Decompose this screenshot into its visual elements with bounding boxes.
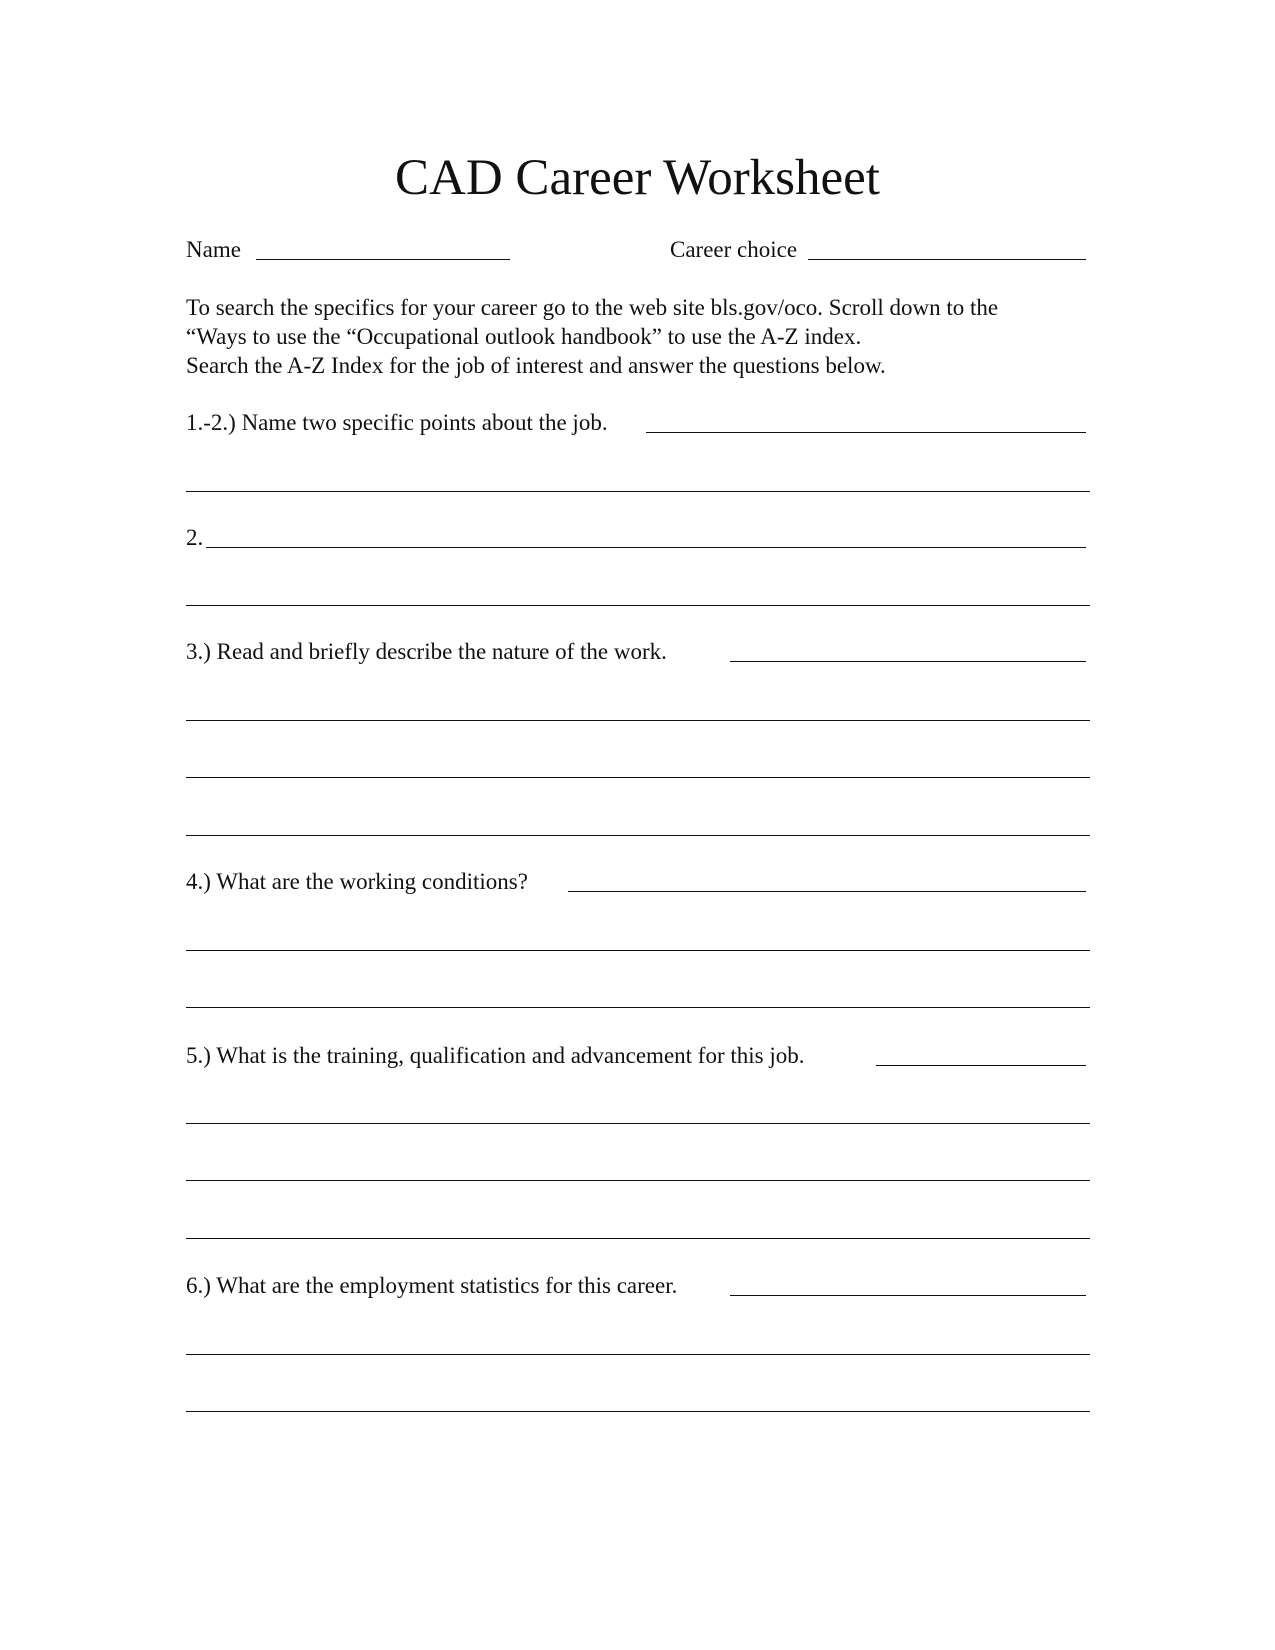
answer-1-inline-line[interactable]: [646, 432, 1086, 433]
answer-4-inline-line[interactable]: [568, 891, 1086, 892]
answer-2-inline-line[interactable]: [206, 547, 1086, 548]
instructions-line-2: “Ways to use the “Occupational outlook handbook” to use the A-Z index.: [186, 324, 862, 349]
answer-6-line-1[interactable]: [186, 1354, 1090, 1355]
answer-2-line[interactable]: [186, 605, 1090, 606]
question-2-text: 2.: [186, 525, 204, 550]
answer-1-line[interactable]: [186, 491, 1090, 492]
answer-3-inline-line[interactable]: [730, 661, 1086, 662]
answer-5-line-2[interactable]: [186, 1180, 1090, 1181]
question-4-text: 4.) What are the working conditions?: [186, 869, 528, 894]
answer-5-line-1[interactable]: [186, 1123, 1090, 1124]
career-choice-label: Career choice: [670, 237, 798, 262]
answer-5-inline-line[interactable]: [876, 1065, 1086, 1066]
answer-3-line-1[interactable]: [186, 720, 1090, 721]
question-3-text: 3.) Read and briefly describe the nature of the work.: [186, 639, 667, 664]
answer-4-line-1[interactable]: [186, 950, 1090, 951]
answer-3-line-3[interactable]: [186, 835, 1090, 836]
answer-6-inline-line[interactable]: [730, 1295, 1086, 1296]
question-6-text: 6.) What are the employment statistics for this career.: [186, 1273, 678, 1298]
instructions-line-1: To search the specifics for your career go to the web site bls.gov/oco. Scroll down to the: [186, 295, 999, 320]
answer-3-line-2[interactable]: [186, 777, 1090, 778]
career-choice-field[interactable]: [808, 259, 1086, 260]
question-1-text: 1.-2.) Name two specific points about the job.: [186, 410, 608, 435]
instructions-line-3: Search the A-Z Index for the job of interest and answer the questions below.: [186, 353, 886, 378]
answer-6-line-2[interactable]: [186, 1411, 1090, 1412]
page-title: CAD Career Worksheet: [395, 150, 880, 206]
answer-4-line-2[interactable]: [186, 1007, 1090, 1008]
name-label: Name: [186, 237, 241, 262]
name-field[interactable]: [256, 259, 510, 260]
answer-5-line-3[interactable]: [186, 1238, 1090, 1239]
question-5-text: 5.) What is the training, qualification and advancement for this job.: [186, 1043, 805, 1068]
